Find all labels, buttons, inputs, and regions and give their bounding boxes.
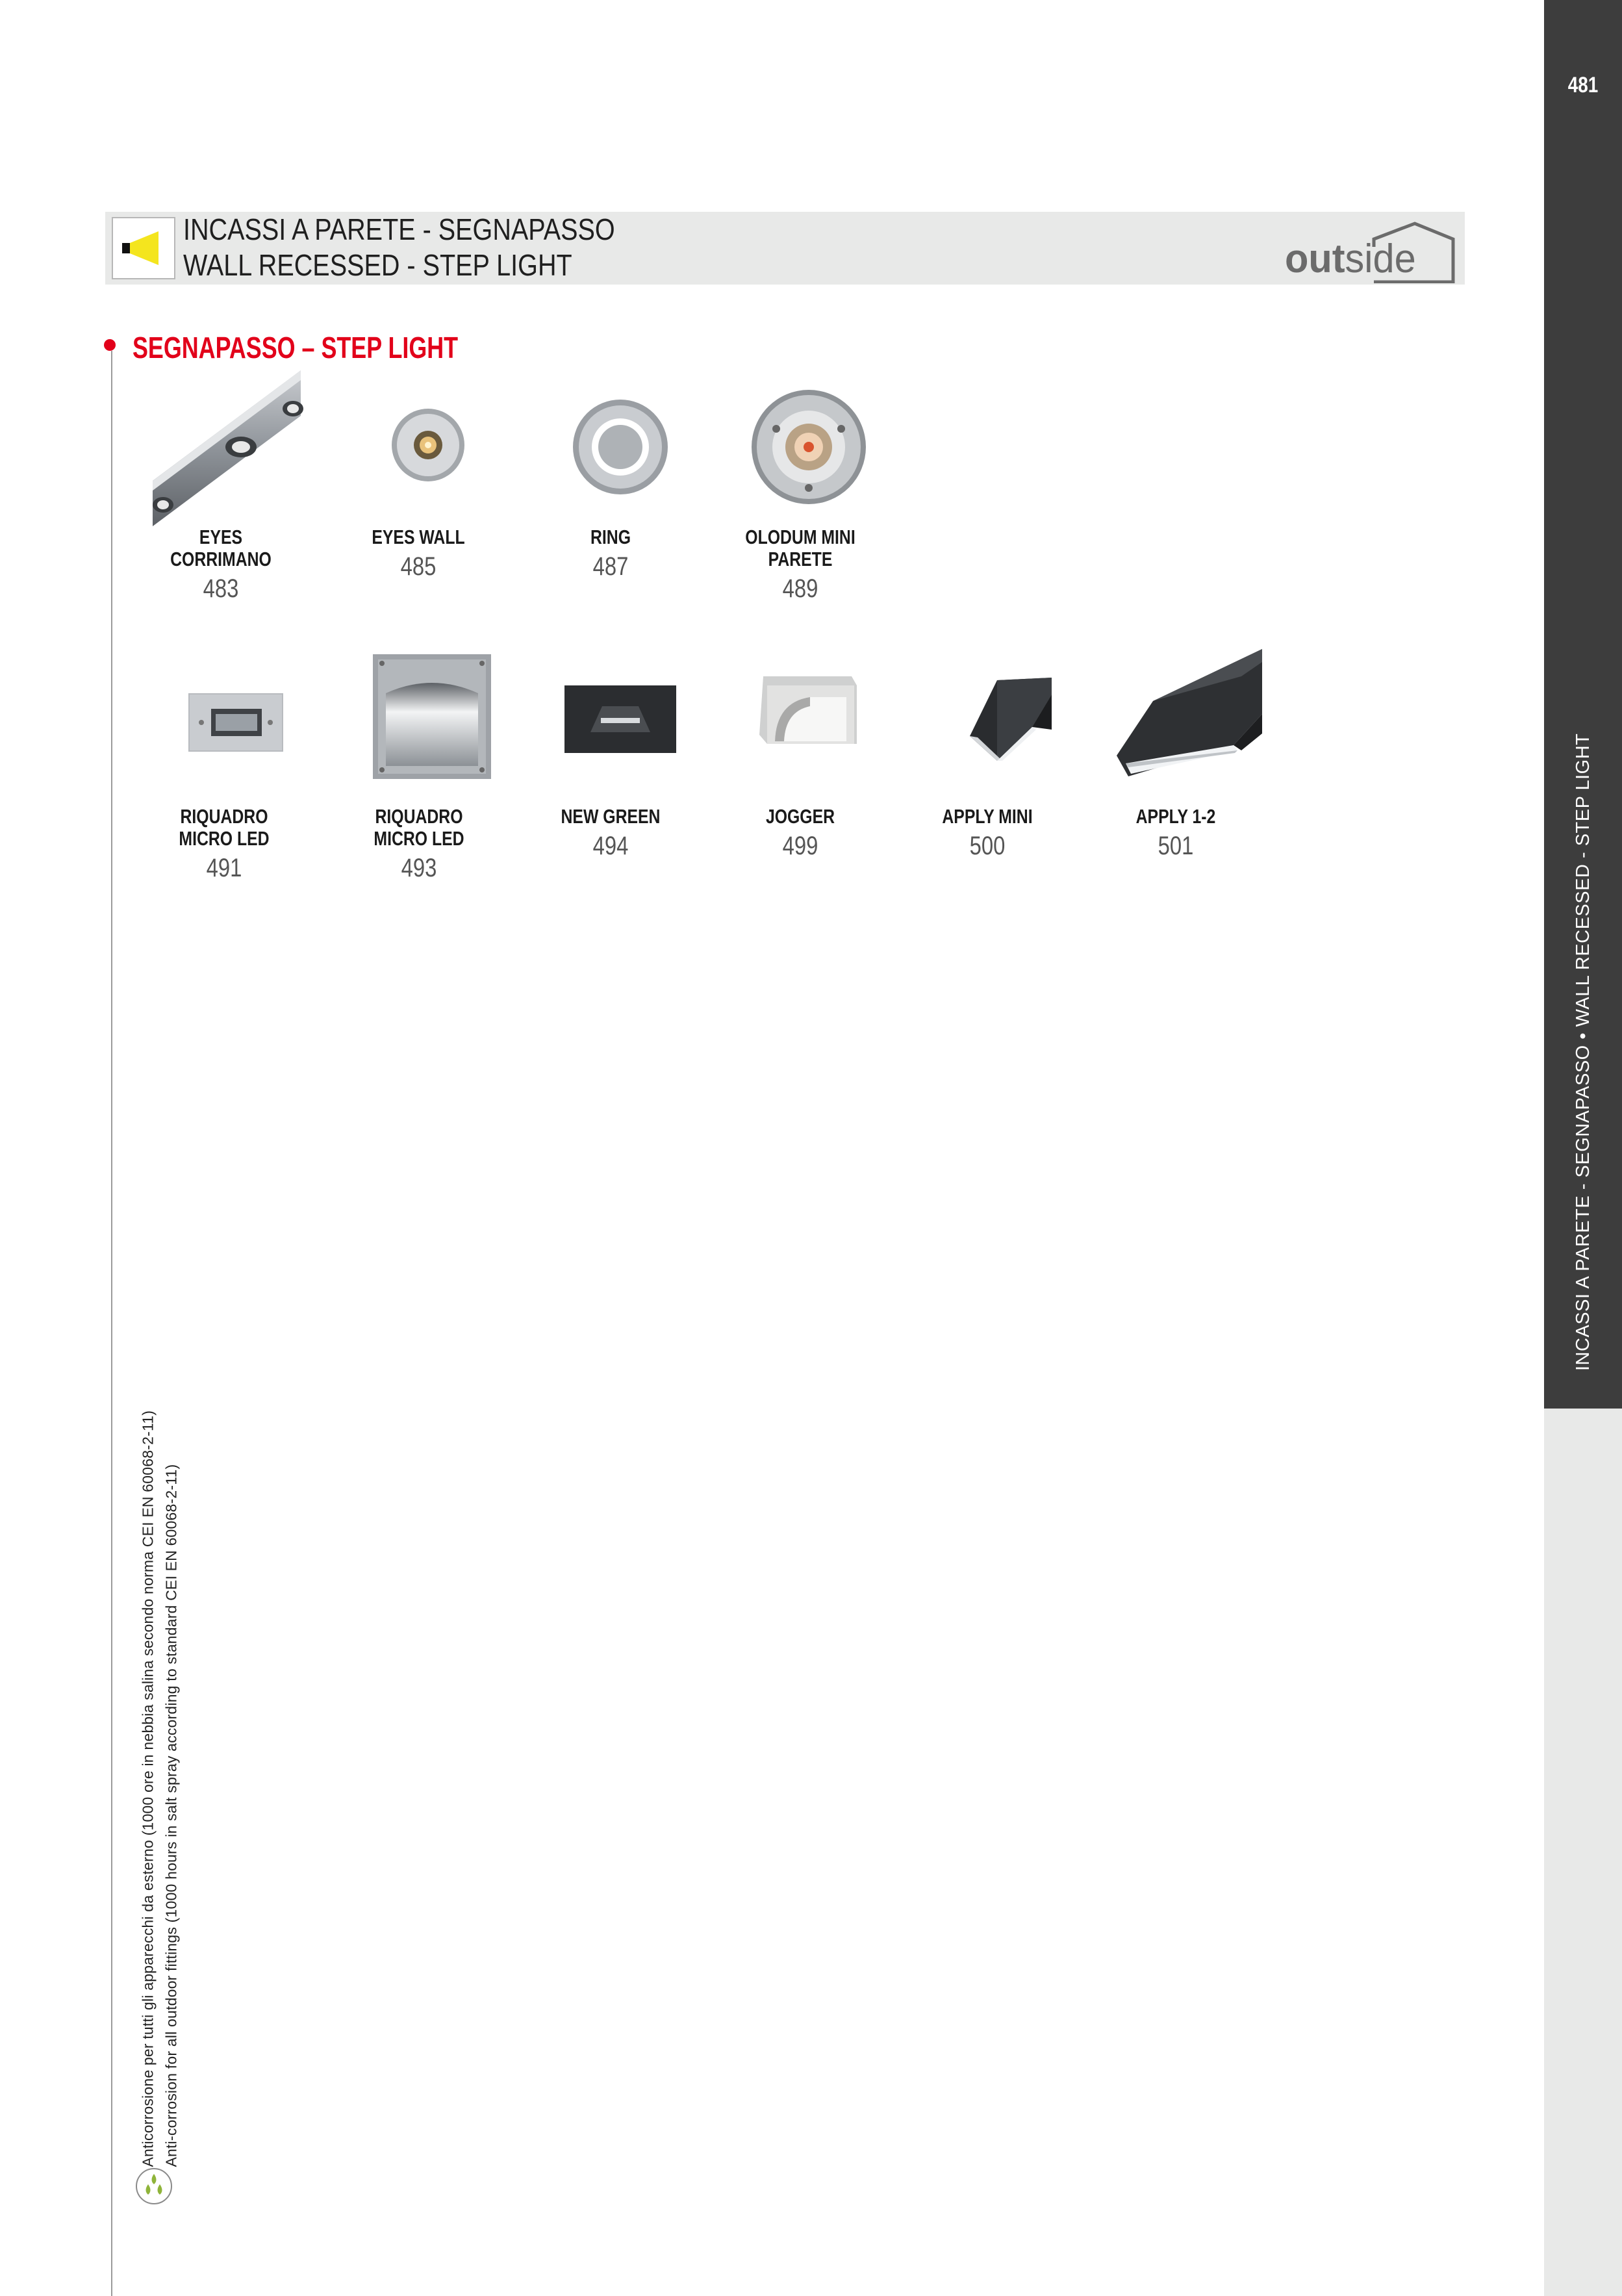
product-apply-mini[interactable]	[890, 646, 1085, 861]
product-name: RIQUADRO	[375, 805, 463, 828]
product-page: 493	[401, 854, 437, 882]
eyes-wall-image	[331, 367, 506, 526]
product-eyes-corrimano[interactable]	[123, 367, 318, 604]
section-line	[111, 351, 112, 2296]
product-name: MICRO LED	[374, 827, 464, 850]
product-name: RIQUADRO	[180, 805, 268, 828]
product-page: 499	[782, 832, 818, 860]
section-title: SEGNAPASSO – STEP LIGHT	[133, 331, 459, 364]
product-page: 494	[592, 832, 629, 860]
product-olodum-mini-parete[interactable]	[703, 367, 898, 604]
product-name: APPLY MINI	[942, 805, 1033, 828]
side-label: INCASSI A PARETE - SEGNAPASSO • WALL RECESSED - STEP LIGHT	[1573, 733, 1593, 1371]
anticorrosion-note	[136, 1410, 183, 2167]
product-new-green[interactable]	[513, 646, 708, 861]
apply-mini-image	[900, 646, 1075, 806]
logo-out: out	[1285, 236, 1345, 281]
product-page: 500	[969, 832, 1006, 860]
product-ring[interactable]	[513, 367, 708, 582]
header-title	[183, 212, 615, 283]
product-page: 491	[206, 854, 242, 882]
side-label-wrap	[1544, 733, 1622, 1371]
product-page: 487	[592, 552, 629, 581]
product-riquadro-micro-led-493[interactable]	[322, 646, 516, 884]
header-title-en: WALL RECESSED - STEP LIGHT	[183, 248, 572, 282]
jogger-image	[713, 646, 888, 806]
olodum-mini-parete-image	[713, 367, 888, 526]
section-bullet	[104, 339, 116, 351]
product-name: CORRIMANO	[170, 548, 272, 570]
apply-1-2-image	[1088, 646, 1263, 806]
product-eyes-wall[interactable]	[321, 367, 516, 582]
header-title-it: INCASSI A PARETE - SEGNAPASSO	[183, 212, 615, 246]
product-page: 501	[1158, 832, 1194, 860]
outside-logo	[1283, 221, 1458, 283]
anticorrosion-note-wrap	[130, 1410, 188, 2170]
new-green-image	[523, 646, 698, 806]
product-name: APPLY 1-2	[1135, 805, 1216, 828]
anticorrosion-icon	[134, 2167, 173, 2206]
product-name: JOGGER	[765, 805, 835, 828]
wall-light-icon	[112, 217, 175, 279]
anticorrosion-note-en: Anti-corrosion for all outdoor fittings (1000 hours in salt spray according to standard CEI EN 60068-2-11)	[162, 1464, 180, 2167]
logo-side: side	[1345, 236, 1416, 281]
product-name: RING	[590, 526, 631, 548]
riquadro-491-image	[136, 646, 312, 806]
riquadro-493-image	[331, 646, 507, 806]
product-name: MICRO LED	[179, 827, 270, 850]
product-name: PARETE	[768, 548, 833, 570]
eyes-corrimano-image	[133, 367, 309, 526]
product-riquadro-micro-led-491[interactable]	[127, 646, 322, 884]
product-page: 485	[400, 552, 437, 581]
page-number: 481	[1567, 73, 1599, 97]
product-jogger[interactable]	[703, 646, 898, 861]
sidebar-light	[1544, 1409, 1622, 2296]
product-name: EYES	[199, 526, 243, 548]
anticorrosion-note-it: Anticorrosione per tutti gli apparecchi da esterno (1000 ore in nebbia salina secondo norma CEI EN 60068-2-11)	[139, 1410, 157, 2167]
ring-image	[523, 367, 698, 526]
product-page: 489	[782, 574, 818, 603]
product-name: OLODUM MINI	[745, 526, 855, 548]
product-apply-1-2[interactable]	[1078, 646, 1273, 861]
product-name: NEW GREEN	[561, 805, 661, 828]
product-name: EYES WALL	[372, 526, 465, 548]
product-page: 483	[203, 574, 239, 603]
